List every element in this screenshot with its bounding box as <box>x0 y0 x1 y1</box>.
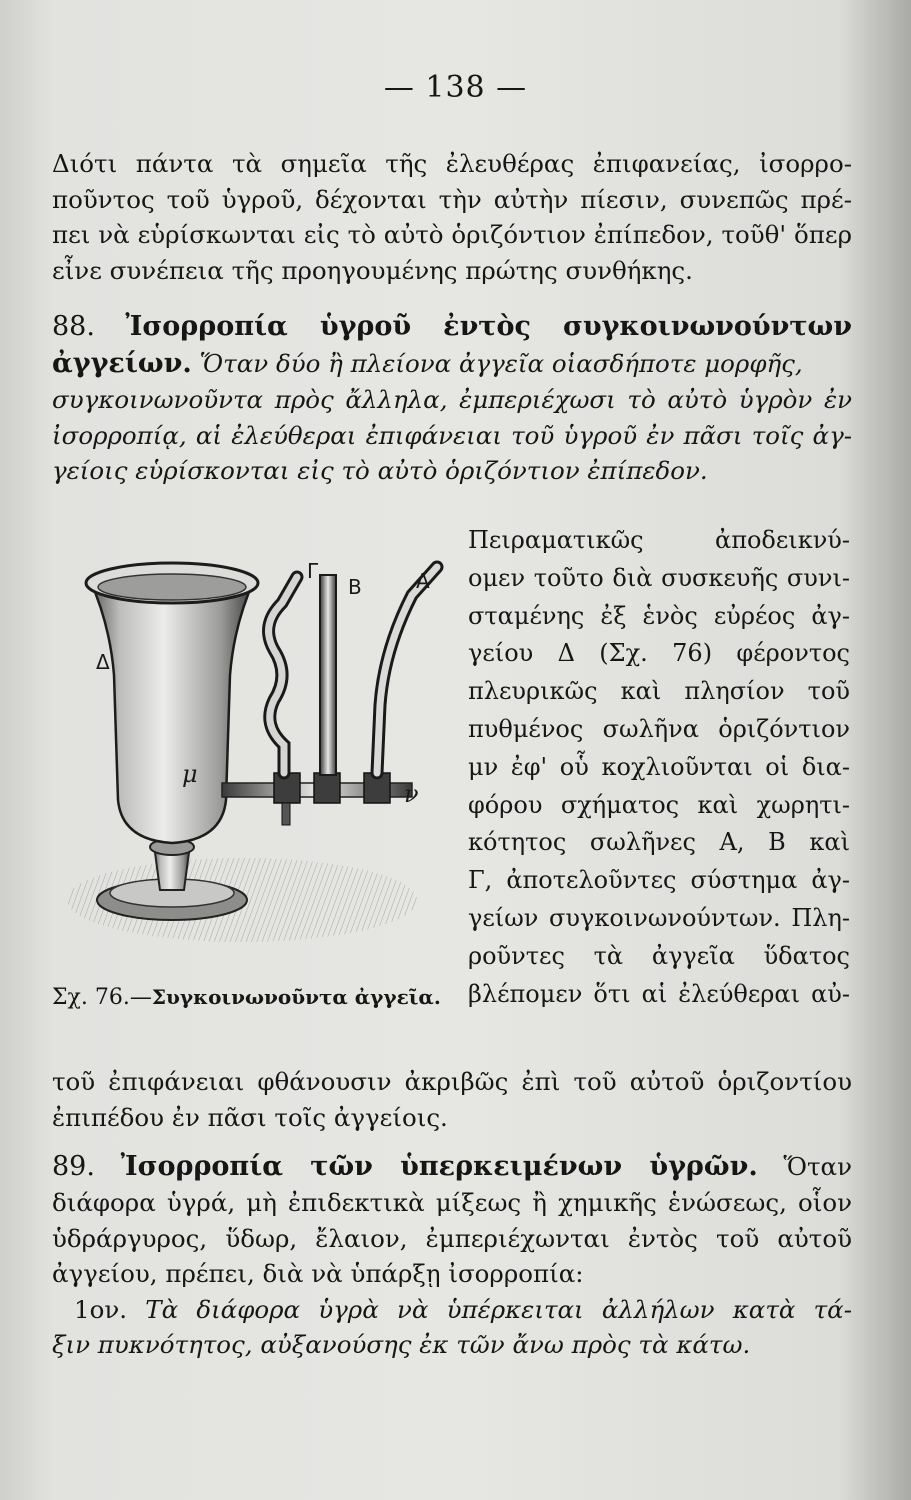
text-line: ποῦντος τοῦ ὑγροῦ, δέχονται τὴν αὐτὴν πίεσιν, συνεπῶς πρέ- <box>52 184 852 214</box>
text-line: βλέπομεν ὅτι αἱ ἐλεύθεραι αὐ- <box>468 979 850 1008</box>
section-88-number: 88. <box>52 311 95 342</box>
text-line: Διότι πάντα τὰ σημεῖα τῆς ἐλευθέρας ἐπιφανείας, ἰσορρο- <box>52 149 852 178</box>
text-line: ἀγγείου, πρέπει, διὰ νὰ ὑπάρξῃ ἰσορροπία: <box>52 1259 584 1288</box>
text-line: κότητος σωλῆνες Α, Β καὶ <box>468 828 850 857</box>
text-line: τοῦ ἐπιφάνειαι φθάνουσιν ἀκριβῶς ἐπὶ τοῦ αὐτοῦ ὁριζοντίου <box>52 1067 852 1096</box>
section-89-title: Ἰσορροπία τῶν ὑπερκειμένων ὑγρῶν. <box>120 1151 758 1182</box>
text-line: ομεν τοῦτο διὰ συσκευῆς συνι- <box>468 563 850 592</box>
text-line: ὑδράργυρος, ὕδωρ, ἔλαιον, ἐμπεριέχωνται ἐντὸς τοῦ αὐτοῦ <box>52 1223 852 1253</box>
text-line: διάφορα ὑγρά, μὴ ἐπιδεκτικὰ μίξεως ἢ χημικῆς ἑνώσεως, οἷον <box>52 1188 852 1217</box>
paragraph-intro <box>52 146 852 288</box>
italic-line: γείοις εὑρίσκονται εἰς τὸ αὐτὸ ὁριζόντιον ἐπίπεδον. <box>52 456 708 485</box>
section-89-number: 89. <box>52 1151 95 1182</box>
section-89-text-start: Ὅταν <box>783 1152 852 1181</box>
figure-communicating-vessels <box>62 555 462 975</box>
section-88-heading-line-2 <box>52 345 852 382</box>
section-88 <box>52 308 852 489</box>
section-88-title: Ἰσορροπία ὑγροῦ ἐντὸς συγκοινωνούντων <box>125 311 852 342</box>
caption-title: Συγκοινωνοῦντα ἀγγεῖα. <box>151 985 441 1009</box>
text-line: ἐπιπέδου ἐν πᾶσι τοῖς ἀγγείοις. <box>52 1102 448 1132</box>
label-pipe-mu: μ <box>182 760 198 788</box>
text-line: γείων συγκοινωνούντων. Πλη- <box>468 903 850 932</box>
text-line: γείου Δ (Σχ. 76) φέροντος <box>468 639 850 668</box>
section-89 <box>52 1148 852 1363</box>
figure-caption <box>52 985 441 1010</box>
text-line: πυθμένος σωλῆνα ὁριζόντιον <box>468 714 850 743</box>
list-item-1-text: Τὰ διάφορα ὑγρὰ νὰ ὑπέρκειται ἀλλήλων κατὰ τά- <box>145 1294 852 1324</box>
italic-line: συγκοινωνοῦντα πρὸς ἄλληλα, ἐμπεριέχωσι τὸ αὐτὸ ὑγρὸν ἐν <box>52 385 852 414</box>
section-88-italic-text: Ὅταν δύο ἢ πλείονα ἀγγεῖα οἱασδήποτε μορφῆς, <box>199 349 803 378</box>
list-item-1 <box>52 1292 852 1328</box>
text-line: πλευρικῶς καὶ πλησίον τοῦ <box>468 677 850 706</box>
list-item-1-label: 1ον. <box>74 1294 128 1324</box>
caption-number: Σχ. 76.— <box>52 985 152 1010</box>
label-vessel-D: Δ <box>96 650 110 674</box>
text-line: Πειραματικῶς ἀποδεικνύ- <box>468 526 850 554</box>
list-item-1-text-cont: ξιν πυκνότητος, αὐξανούσης ἐκ τῶν ἄνω πρὸς τὰ κάτω. <box>52 1330 751 1359</box>
text-line: ροῦντες τὰ ἀγγεῖα ὕδατος <box>468 941 850 970</box>
label-tube-A: Α <box>416 569 430 593</box>
text-line: πει νὰ εὑρίσκωνται εἰς τὸ αὐτὸ ὁριζόντιον ἐπίπεδον, τοῦθ' ὅπερ <box>52 220 852 249</box>
text-line: Γ, ἀποτελοῦντες σύστημα ἀγ- <box>468 866 850 895</box>
label-tube-B: Β <box>348 575 362 599</box>
page-number: — 138 — <box>383 70 528 105</box>
label-tube-G: Γ <box>307 559 319 583</box>
text-line: εἶνε συνέπεια τῆς προηγουμένης πρώτης συνθήκης. <box>52 255 693 285</box>
text-line: μν ἐφ' οὗ κοχλιοῦνται οἱ δια- <box>468 752 850 781</box>
section-88-heading-line <box>52 308 852 345</box>
paragraph-experiment <box>468 522 850 1013</box>
text-line: σταμένης ἐξ ἑνὸς εὐρέος ἀγ- <box>468 601 850 630</box>
italic-line: ἰσορροπίᾳ, αἱ ἐλεύθεραι ἐπιφάνειαι τοῦ ὑγροῦ ἐν πᾶσι τοῖς ἀγ- <box>52 420 852 450</box>
section-89-heading-line <box>52 1148 852 1185</box>
label-pipe-nu: ν <box>404 780 419 808</box>
communicating-vessels-illustration <box>62 555 462 975</box>
text-line: φόρου σχήματος καὶ χωρητι- <box>468 790 850 819</box>
paragraph-continuation <box>52 1064 852 1135</box>
section-88-title-end: ἀγγείων. <box>52 348 192 379</box>
